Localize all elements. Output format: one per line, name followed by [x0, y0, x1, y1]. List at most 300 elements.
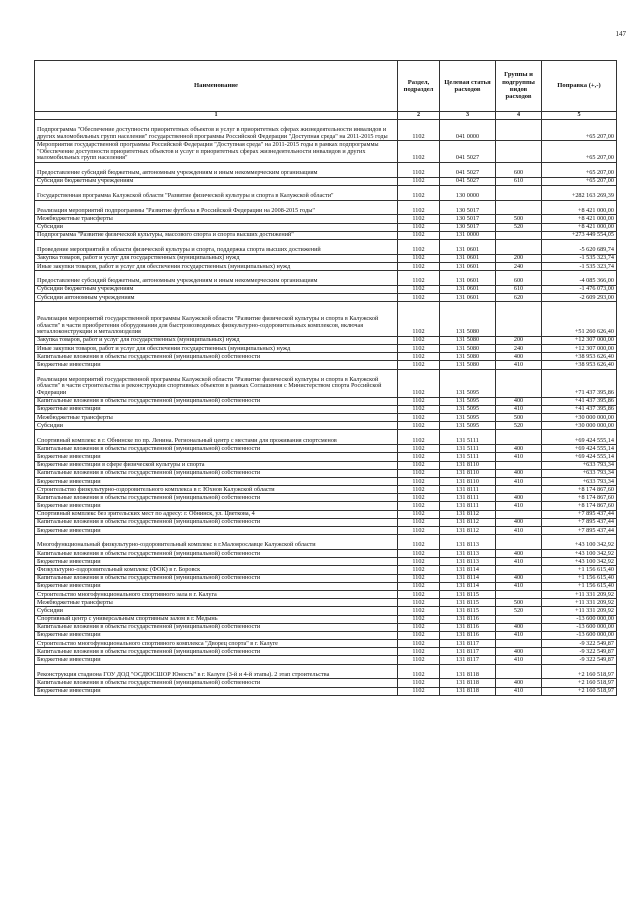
cell-article: 131 0601: [440, 254, 496, 262]
cell-section: 1102: [398, 162, 440, 177]
cell-name: Бюджетные инвестиции: [35, 631, 398, 639]
cell-group: 400: [496, 469, 542, 477]
cell-name: Строительство многофункционального спортивного комплекса "Дворец спорта" в г. Калуге: [35, 640, 398, 648]
cell-name: Подпрограмма "Развитие физической культуры, массового спорта и спорта высших достижений": [35, 231, 398, 239]
table-row: [35, 120, 617, 141]
table-row: [35, 254, 617, 262]
cell-section: 1102: [398, 566, 440, 574]
cell-section: 1102: [398, 486, 440, 494]
cell-amount: +65 207,00: [542, 177, 617, 185]
cell-section: 1102: [398, 369, 440, 397]
cell-name: Иные закупки товаров, работ и услуг для обеспечения государственных (муниципальных) нужд: [35, 345, 398, 353]
cell-group: 410: [496, 582, 542, 590]
cell-article: 131 5111: [440, 430, 496, 445]
cell-name: Предоставление субсидий бюджетным, автономным учреждениям и иным некоммерческим организациям: [35, 271, 398, 286]
cell-group: 400: [496, 623, 542, 631]
table-row: [35, 648, 617, 656]
cell-article: 131 8114: [440, 574, 496, 582]
cell-group: 400: [496, 445, 542, 453]
table-row: [35, 535, 617, 550]
cell-article: 131 0601: [440, 262, 496, 270]
table-row: [35, 413, 617, 421]
cell-group: 200: [496, 254, 542, 262]
table-row: [35, 422, 617, 430]
cell-group: 600: [496, 162, 542, 177]
table-row: [35, 162, 617, 177]
table-row: [35, 336, 617, 344]
cell-amount: -1 476 073,00: [542, 285, 617, 293]
cell-section: 1102: [398, 623, 440, 631]
cell-section: 1102: [398, 345, 440, 353]
cell-group: [496, 566, 542, 574]
cell-amount: +38 953 626,40: [542, 353, 617, 361]
cell-group: 610: [496, 285, 542, 293]
cell-name: Субсидии: [35, 607, 398, 615]
cell-article: 131 8117: [440, 640, 496, 648]
cell-name: Бюджетные инвестиции: [35, 527, 398, 535]
table-row: [35, 185, 617, 200]
cell-article: 131 8114: [440, 566, 496, 574]
cell-section: 1102: [398, 607, 440, 615]
table-row: [35, 294, 617, 302]
table-row: [35, 231, 617, 239]
cell-amount: +41 437 395,86: [542, 397, 617, 405]
cell-article: 131 8118: [440, 679, 496, 687]
cell-section: 1102: [398, 558, 440, 566]
table-row: [35, 177, 617, 185]
cell-section: 1102: [398, 535, 440, 550]
cell-name: Межбюджетные трансферты: [35, 599, 398, 607]
cell-amount: +1 156 615,40: [542, 566, 617, 574]
table-row: [35, 558, 617, 566]
cell-group: 410: [496, 558, 542, 566]
cell-name: Капитальные вложения в объекты государственной (муниципальной) собственности: [35, 494, 398, 502]
table-row: [35, 200, 617, 215]
cell-amount: +69 424 555,14: [542, 453, 617, 461]
cell-amount: +633 793,34: [542, 461, 617, 469]
cell-amount: +12 307 000,00: [542, 345, 617, 353]
cell-group: [496, 535, 542, 550]
page-number: 147: [615, 30, 626, 38]
cell-article: 131 8113: [440, 535, 496, 550]
header-section: Раздел, подраздел: [398, 61, 440, 112]
cell-amount: +43 100 342,92: [542, 535, 617, 550]
cell-name: Реализация мероприятий государственной программы Калужской области "Развитие физической культуры и спорта в Калужской области" в части строительства и реконструкции спортивных объектов в рамках Соглашения с Министерством спорта Российской Федерации: [35, 369, 398, 397]
cell-section: 1102: [398, 397, 440, 405]
cell-group: 240: [496, 262, 542, 270]
table-row: [35, 461, 617, 469]
cell-section: 1102: [398, 656, 440, 664]
cell-group: [496, 461, 542, 469]
table-row: [35, 623, 617, 631]
cell-group: [496, 486, 542, 494]
table-row: [35, 271, 617, 286]
cell-group: 520: [496, 223, 542, 231]
cell-amount: +65 207,00: [542, 162, 617, 177]
cell-amount: +12 307 000,00: [542, 336, 617, 344]
cell-group: 400: [496, 574, 542, 582]
cell-name: Подпрограмма "Обеспечение доступности приоритетных объектов и услуг в приоритетных сферах жизнедеятельности инвалидов и других маломобильных групп населения" государственной программы Российской Федерации "Доступная среда" на 2011-2015 годы: [35, 120, 398, 141]
cell-name: Субсидии автономным учреждениям: [35, 294, 398, 302]
column-number: 2: [398, 112, 440, 120]
cell-group: 410: [496, 631, 542, 639]
cell-article: 131 5095: [440, 369, 496, 397]
cell-name: Закупка товаров, работ и услуг для государственных (муниципальных) нужд: [35, 336, 398, 344]
cell-name: Субсидии: [35, 422, 398, 430]
header-name: Наименование: [35, 61, 398, 112]
cell-amount: +633 793,34: [542, 469, 617, 477]
cell-section: 1102: [398, 648, 440, 656]
cell-article: 131 8115: [440, 590, 496, 598]
cell-name: Реализация мероприятий государственной программы Калужской области "Развитие физической культуры и спорта в Калужской области" в части приобретения оборудования для быстровозводимых физкультурно-оздоровительных комплексов, включая металлоконструкции и металлоизделия: [35, 302, 398, 337]
cell-section: 1102: [398, 285, 440, 293]
cell-article: 041 5027: [440, 162, 496, 177]
cell-section: 1102: [398, 664, 440, 679]
cell-section: 1102: [398, 469, 440, 477]
cell-name: Капитальные вложения в объекты государственной (муниципальной) собственности: [35, 679, 398, 687]
cell-section: 1102: [398, 461, 440, 469]
table-row: [35, 687, 617, 695]
cell-amount: +8 421 000,00: [542, 223, 617, 231]
cell-article: 131 0601: [440, 239, 496, 254]
cell-name: Спортивный комплекс в г. Обнинске по пр. Ленина. Региональный центр с местами для проживания спортсменов: [35, 430, 398, 445]
header-row: [35, 61, 617, 112]
cell-section: 1102: [398, 271, 440, 286]
cell-section: 1102: [398, 550, 440, 558]
cell-name: Субсидии: [35, 223, 398, 231]
cell-section: 1102: [398, 302, 440, 337]
cell-amount: +69 424 555,14: [542, 430, 617, 445]
cell-group: [496, 141, 542, 162]
cell-group: [496, 640, 542, 648]
cell-amount: +7 895 437,44: [542, 527, 617, 535]
cell-article: 131 5080: [440, 336, 496, 344]
cell-article: 131 8115: [440, 599, 496, 607]
cell-article: 131 0000: [440, 231, 496, 239]
cell-name: Бюджетные инвестиции: [35, 361, 398, 369]
cell-article: 131 8110: [440, 477, 496, 485]
cell-name: Бюджетные инвестиции: [35, 502, 398, 510]
cell-group: 410: [496, 477, 542, 485]
cell-section: 1102: [398, 231, 440, 239]
cell-amount: +7 895 437,44: [542, 518, 617, 526]
cell-group: 410: [496, 527, 542, 535]
cell-name: Предоставление субсидий бюджетным, автономным учреждениям и иным некоммерческим организациям: [35, 162, 398, 177]
cell-name: Многофункциональный физкультурно-оздоровительный комплекс в г.Малоярославце Калужской области: [35, 535, 398, 550]
cell-name: Бюджетные инвестиции: [35, 477, 398, 485]
cell-group: [496, 369, 542, 397]
cell-amount: +8 174 867,60: [542, 494, 617, 502]
cell-group: 500: [496, 215, 542, 223]
cell-section: 1102: [398, 574, 440, 582]
cell-section: 1102: [398, 687, 440, 695]
cell-section: 1102: [398, 120, 440, 141]
cell-group: [496, 664, 542, 679]
cell-name: Бюджетные инвестиции: [35, 453, 398, 461]
cell-section: 1102: [398, 640, 440, 648]
cell-article: 041 5027: [440, 177, 496, 185]
cell-amount: +51 260 626,40: [542, 302, 617, 337]
table-row: [35, 285, 617, 293]
cell-section: 1102: [398, 413, 440, 421]
cell-name: Субсидии бюджетным учреждениям: [35, 177, 398, 185]
cell-amount: -1 535 323,74: [542, 262, 617, 270]
header-article: Целевая статья расходов: [440, 61, 496, 112]
cell-group: 520: [496, 422, 542, 430]
cell-name: Бюджетные инвестиции: [35, 558, 398, 566]
cell-group: 620: [496, 294, 542, 302]
table-row: [35, 486, 617, 494]
table-row: [35, 679, 617, 687]
column-number: 5: [542, 112, 617, 120]
cell-article: 131 5111: [440, 453, 496, 461]
cell-name: Бюджетные инвестиции в сфере физической культуры и спорта: [35, 461, 398, 469]
cell-section: 1102: [398, 141, 440, 162]
cell-section: 1102: [398, 223, 440, 231]
cell-name: Капитальные вложения в объекты государственной (муниципальной) собственности: [35, 353, 398, 361]
cell-article: 131 8113: [440, 550, 496, 558]
cell-section: 1102: [398, 494, 440, 502]
cell-amount: +30 000 000,00: [542, 413, 617, 421]
cell-group: 400: [496, 397, 542, 405]
cell-article: 130 5017: [440, 200, 496, 215]
cell-group: 600: [496, 271, 542, 286]
table-row: [35, 215, 617, 223]
cell-amount: +11 331 209,92: [542, 590, 617, 598]
cell-name: Реконструкция стадиона ГОУ ДОД "ОСДЮСШОР Юность" в г. Калуге (3-й и 4-й этапы). 2 этап строительства: [35, 664, 398, 679]
cell-group: 240: [496, 345, 542, 353]
table-row: [35, 239, 617, 254]
cell-section: 1102: [398, 599, 440, 607]
cell-section: 1102: [398, 502, 440, 510]
cell-section: 1102: [398, 518, 440, 526]
cell-name: Реализация мероприятий подпрограммы "Развитие футбола в Российской Федерации на 2008-2015 годы": [35, 200, 398, 215]
cell-article: 131 8115: [440, 607, 496, 615]
table-row: [35, 405, 617, 413]
cell-group: [496, 200, 542, 215]
cell-article: 131 5080: [440, 302, 496, 337]
cell-group: 200: [496, 336, 542, 344]
cell-amount: +1 156 615,40: [542, 574, 617, 582]
cell-group: [496, 185, 542, 200]
cell-group: 400: [496, 353, 542, 361]
cell-amount: +43 100 342,92: [542, 558, 617, 566]
table-row: [35, 510, 617, 518]
cell-name: Закупка товаров, работ и услуг для государственных (муниципальных) нужд: [35, 254, 398, 262]
cell-name: Физкультурно-оздоровительный комплекс (ФОК) в г. Боровск: [35, 566, 398, 574]
cell-group: [496, 615, 542, 623]
cell-article: 131 5095: [440, 413, 496, 421]
cell-name: Капитальные вложения в объекты государственной (муниципальной) собственности: [35, 574, 398, 582]
cell-amount: +633 793,34: [542, 477, 617, 485]
cell-article: 131 8111: [440, 486, 496, 494]
cell-article: 041 5027: [440, 141, 496, 162]
cell-amount: +2 160 518,97: [542, 664, 617, 679]
cell-article: 131 8116: [440, 615, 496, 623]
cell-article: 131 8111: [440, 494, 496, 502]
table-row: [35, 477, 617, 485]
cell-group: 520: [496, 607, 542, 615]
cell-amount: -9 322 549,87: [542, 648, 617, 656]
cell-group: [496, 120, 542, 141]
cell-article: 041 0000: [440, 120, 496, 141]
cell-section: 1102: [398, 590, 440, 598]
cell-article: 131 8117: [440, 656, 496, 664]
cell-group: 410: [496, 405, 542, 413]
cell-name: Капитальные вложения в объекты государственной (муниципальной) собственности: [35, 397, 398, 405]
cell-group: 500: [496, 599, 542, 607]
cell-name: Бюджетные инвестиции: [35, 405, 398, 413]
cell-amount: +11 331 209,92: [542, 599, 617, 607]
cell-article: 131 5111: [440, 445, 496, 453]
table-body: [35, 120, 617, 696]
table-row: [35, 469, 617, 477]
table-row: [35, 223, 617, 231]
cell-group: 410: [496, 453, 542, 461]
cell-group: [496, 231, 542, 239]
cell-section: 1102: [398, 200, 440, 215]
cell-article: 131 8112: [440, 527, 496, 535]
cell-name: Проведение мероприятий в области физической культуры и спорта, поддержка спорта высших достижений: [35, 239, 398, 254]
cell-group: [496, 302, 542, 337]
cell-name: Капитальные вложения в объекты государственной (муниципальной) собственности: [35, 648, 398, 656]
cell-article: 131 8112: [440, 518, 496, 526]
table-row: [35, 656, 617, 664]
cell-amount: -9 322 549,87: [542, 640, 617, 648]
cell-article: 131 0601: [440, 271, 496, 286]
cell-section: 1102: [398, 177, 440, 185]
cell-amount: +8 174 867,60: [542, 502, 617, 510]
table-row: [35, 590, 617, 598]
cell-group: 410: [496, 502, 542, 510]
cell-name: Мероприятия государственной программы Российской Федерации "Доступная среда" на 2011-2015 годы в рамках подпрограммы "Обеспечение доступности приоритетных объектов и услуг в приоритетных сферах жизнедеятельности инвалидов и других маломобильных групп населения": [35, 141, 398, 162]
cell-article: 131 8110: [440, 461, 496, 469]
table-row: [35, 615, 617, 623]
cell-section: 1102: [398, 353, 440, 361]
cell-section: 1102: [398, 185, 440, 200]
table-row: [35, 664, 617, 679]
cell-group: 400: [496, 550, 542, 558]
cell-amount: +69 424 555,14: [542, 445, 617, 453]
cell-article: 131 8111: [440, 502, 496, 510]
cell-amount: -13 600 000,00: [542, 615, 617, 623]
cell-name: Межбюджетные трансферты: [35, 413, 398, 421]
cell-name: Государственная программа Калужской области "Развитие физической культуры и спорта в Калужской области": [35, 185, 398, 200]
cell-section: 1102: [398, 615, 440, 623]
cell-section: 1102: [398, 262, 440, 270]
cell-amount: -13 600 000,00: [542, 623, 617, 631]
table-row: [35, 262, 617, 270]
cell-amount: +11 331 209,92: [542, 607, 617, 615]
table-row: [35, 345, 617, 353]
table-row: [35, 397, 617, 405]
cell-amount: +30 000 000,00: [542, 422, 617, 430]
cell-article: 131 8118: [440, 664, 496, 679]
cell-section: 1102: [398, 527, 440, 535]
cell-article: 131 8114: [440, 582, 496, 590]
cell-amount: +8 421 000,00: [542, 215, 617, 223]
table-row: [35, 574, 617, 582]
cell-article: 131 8110: [440, 469, 496, 477]
table-row: [35, 518, 617, 526]
cell-section: 1102: [398, 215, 440, 223]
cell-name: Субсидии бюджетным учреждениям: [35, 285, 398, 293]
cell-section: 1102: [398, 582, 440, 590]
cell-group: 610: [496, 177, 542, 185]
cell-amount: +1 156 615,40: [542, 582, 617, 590]
cell-article: 131 5095: [440, 405, 496, 413]
cell-section: 1102: [398, 631, 440, 639]
header-group: Группы и подгруппы видов расходов: [496, 61, 542, 112]
budget-table: [34, 60, 617, 696]
cell-section: 1102: [398, 679, 440, 687]
cell-amount: +282 163 269,39: [542, 185, 617, 200]
table-row: [35, 361, 617, 369]
cell-group: 500: [496, 413, 542, 421]
cell-article: 131 8118: [440, 687, 496, 695]
cell-article: 131 0601: [440, 294, 496, 302]
cell-name: Капитальные вложения в объекты государственной (муниципальной) собственности: [35, 518, 398, 526]
cell-amount: +8 421 000,00: [542, 200, 617, 215]
cell-name: Строительство многофункционального спортивного зала в г. Калуга: [35, 590, 398, 598]
cell-name: Строительство физкультурно-оздоровительного комплекса в г. Юхнов Калужской области: [35, 486, 398, 494]
table-row: [35, 640, 617, 648]
table-row: [35, 141, 617, 162]
cell-amount: +43 100 342,92: [542, 550, 617, 558]
cell-name: Межбюджетные трансферты: [35, 215, 398, 223]
cell-section: 1102: [398, 254, 440, 262]
cell-amount: +7 895 437,44: [542, 510, 617, 518]
cell-section: 1102: [398, 477, 440, 485]
cell-article: 131 5080: [440, 345, 496, 353]
cell-amount: +65 207,00: [542, 120, 617, 141]
cell-amount: +273 449 554,05: [542, 231, 617, 239]
table-row: [35, 599, 617, 607]
cell-amount: -4 085 366,00: [542, 271, 617, 286]
cell-section: 1102: [398, 453, 440, 461]
cell-amount: -9 322 549,87: [542, 656, 617, 664]
column-number-row: [35, 112, 617, 120]
cell-amount: -2 609 293,00: [542, 294, 617, 302]
header-amount: Поправка (+,-): [542, 61, 617, 112]
cell-section: 1102: [398, 422, 440, 430]
cell-section: 1102: [398, 405, 440, 413]
cell-article: 131 5080: [440, 361, 496, 369]
cell-article: 131 8113: [440, 558, 496, 566]
table-row: [35, 582, 617, 590]
cell-amount: +38 953 626,40: [542, 361, 617, 369]
cell-name: Капитальные вложения в объекты государственной (муниципальной) собственности: [35, 623, 398, 631]
table-row: [35, 430, 617, 445]
cell-name: Бюджетные инвестиции: [35, 582, 398, 590]
table-row: [35, 527, 617, 535]
cell-group: 400: [496, 518, 542, 526]
table-row: [35, 502, 617, 510]
cell-article: 131 8112: [440, 510, 496, 518]
cell-name: Капитальные вложения в объекты государственной (муниципальной) собственности: [35, 445, 398, 453]
cell-group: 410: [496, 687, 542, 695]
cell-article: 130 0000: [440, 185, 496, 200]
cell-article: 130 5017: [440, 223, 496, 231]
cell-amount: +8 174 867,60: [542, 486, 617, 494]
column-number: 4: [496, 112, 542, 120]
cell-amount: +41 437 395,86: [542, 405, 617, 413]
cell-section: 1102: [398, 430, 440, 445]
cell-section: 1102: [398, 294, 440, 302]
cell-amount: +2 160 518,97: [542, 679, 617, 687]
cell-article: 131 5095: [440, 422, 496, 430]
cell-name: Бюджетные инвестиции: [35, 656, 398, 664]
